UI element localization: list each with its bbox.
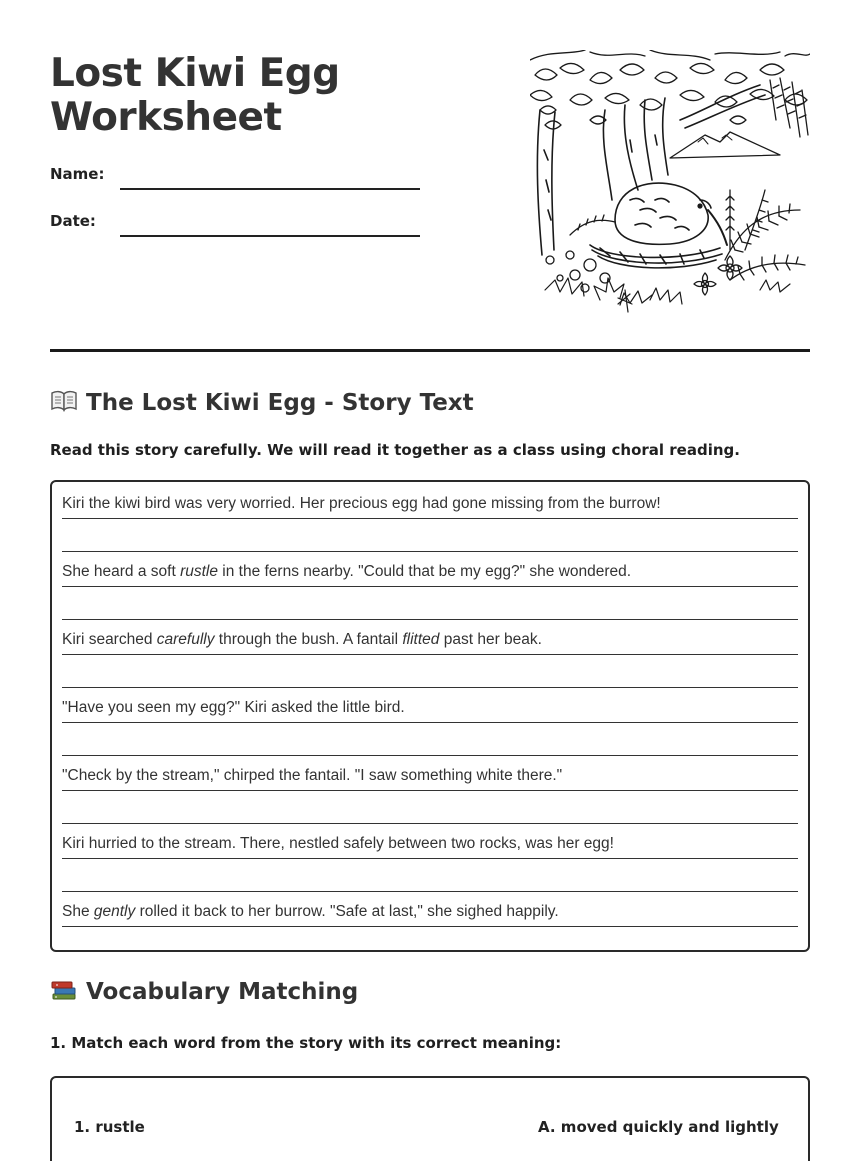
story-text: through the bush. A fantail	[214, 631, 403, 648]
vocab-meaning[interactable]: A. moved quickly and lightly	[538, 1118, 779, 1136]
writing-line[interactable]	[62, 823, 798, 824]
worksheet-header	[50, 50, 810, 315]
vocab-highlight-word: carefully	[156, 631, 215, 648]
writing-line[interactable]	[62, 619, 798, 620]
story-line	[62, 559, 798, 587]
ground-foliage	[545, 278, 790, 312]
date-field	[50, 209, 420, 239]
writing-line[interactable]	[62, 687, 798, 688]
story-instruction: Read this story carefully. We will read it together as a class using choral reading.	[50, 441, 740, 459]
story-heading-text: The Lost Kiwi Egg - Story Text	[86, 390, 474, 416]
story-text: "Check by the stream," chirped the fantail. "I saw something white there."	[62, 767, 563, 784]
date-answer-line[interactable]	[120, 235, 420, 237]
vocab-highlight-word: flitted	[402, 631, 440, 648]
story-text: Kiri the kiwi bird was very worried. Her precious egg had gone missing from the burrow!	[62, 495, 661, 512]
kiwi-bird	[615, 183, 727, 245]
date-label: Date:	[50, 212, 96, 230]
story-text-box	[50, 480, 810, 952]
vocab-heading-text: Vocabulary Matching	[86, 979, 359, 1005]
story-line	[62, 695, 798, 723]
vocab-section-heading	[50, 978, 358, 1005]
story-text: "Have you seen my egg?" Kiri asked the little bird.	[62, 699, 405, 716]
header-divider	[50, 349, 810, 352]
vocab-instruction: 1. Match each word from the story with its correct meaning:	[50, 1034, 562, 1052]
name-answer-line[interactable]	[120, 188, 420, 190]
writing-line[interactable]	[62, 891, 798, 892]
vocab-highlight-word: gently	[93, 903, 136, 920]
vocab-matching-box	[50, 1076, 810, 1161]
story-line	[62, 763, 798, 791]
vocab-highlight-word: rustle	[180, 563, 218, 580]
books-icon	[50, 978, 78, 1002]
story-text: Kiri hurried to the stream. There, nestled safely between two rocks, was her egg!	[62, 835, 614, 852]
name-field	[50, 162, 420, 192]
story-text: in the ferns nearby. "Could that be my egg?" she wondered.	[217, 563, 632, 580]
story-text: Kiri searched	[62, 631, 157, 648]
story-line	[62, 627, 798, 655]
story-text: She	[62, 903, 94, 920]
name-label: Name:	[50, 165, 105, 183]
story-line	[62, 899, 798, 927]
nest	[590, 245, 722, 268]
story-text: She heard a soft	[62, 563, 181, 580]
writing-line[interactable]	[62, 551, 798, 552]
page-title: Lost Kiwi Egg Worksheet	[50, 51, 340, 140]
vocab-word[interactable]: 1. rustle	[74, 1118, 145, 1136]
story-line	[62, 831, 798, 859]
kiwi-bird-nest-illustration	[530, 50, 810, 315]
open-book-icon	[50, 389, 78, 413]
writing-line[interactable]	[62, 755, 798, 756]
story-line	[62, 491, 798, 519]
story-text: rolled it back to her burrow. "Safe at last," she sighed happily.	[135, 903, 559, 920]
story-section-heading	[50, 389, 474, 416]
story-text: past her beak.	[439, 631, 542, 648]
tree-canopy	[530, 50, 810, 137]
